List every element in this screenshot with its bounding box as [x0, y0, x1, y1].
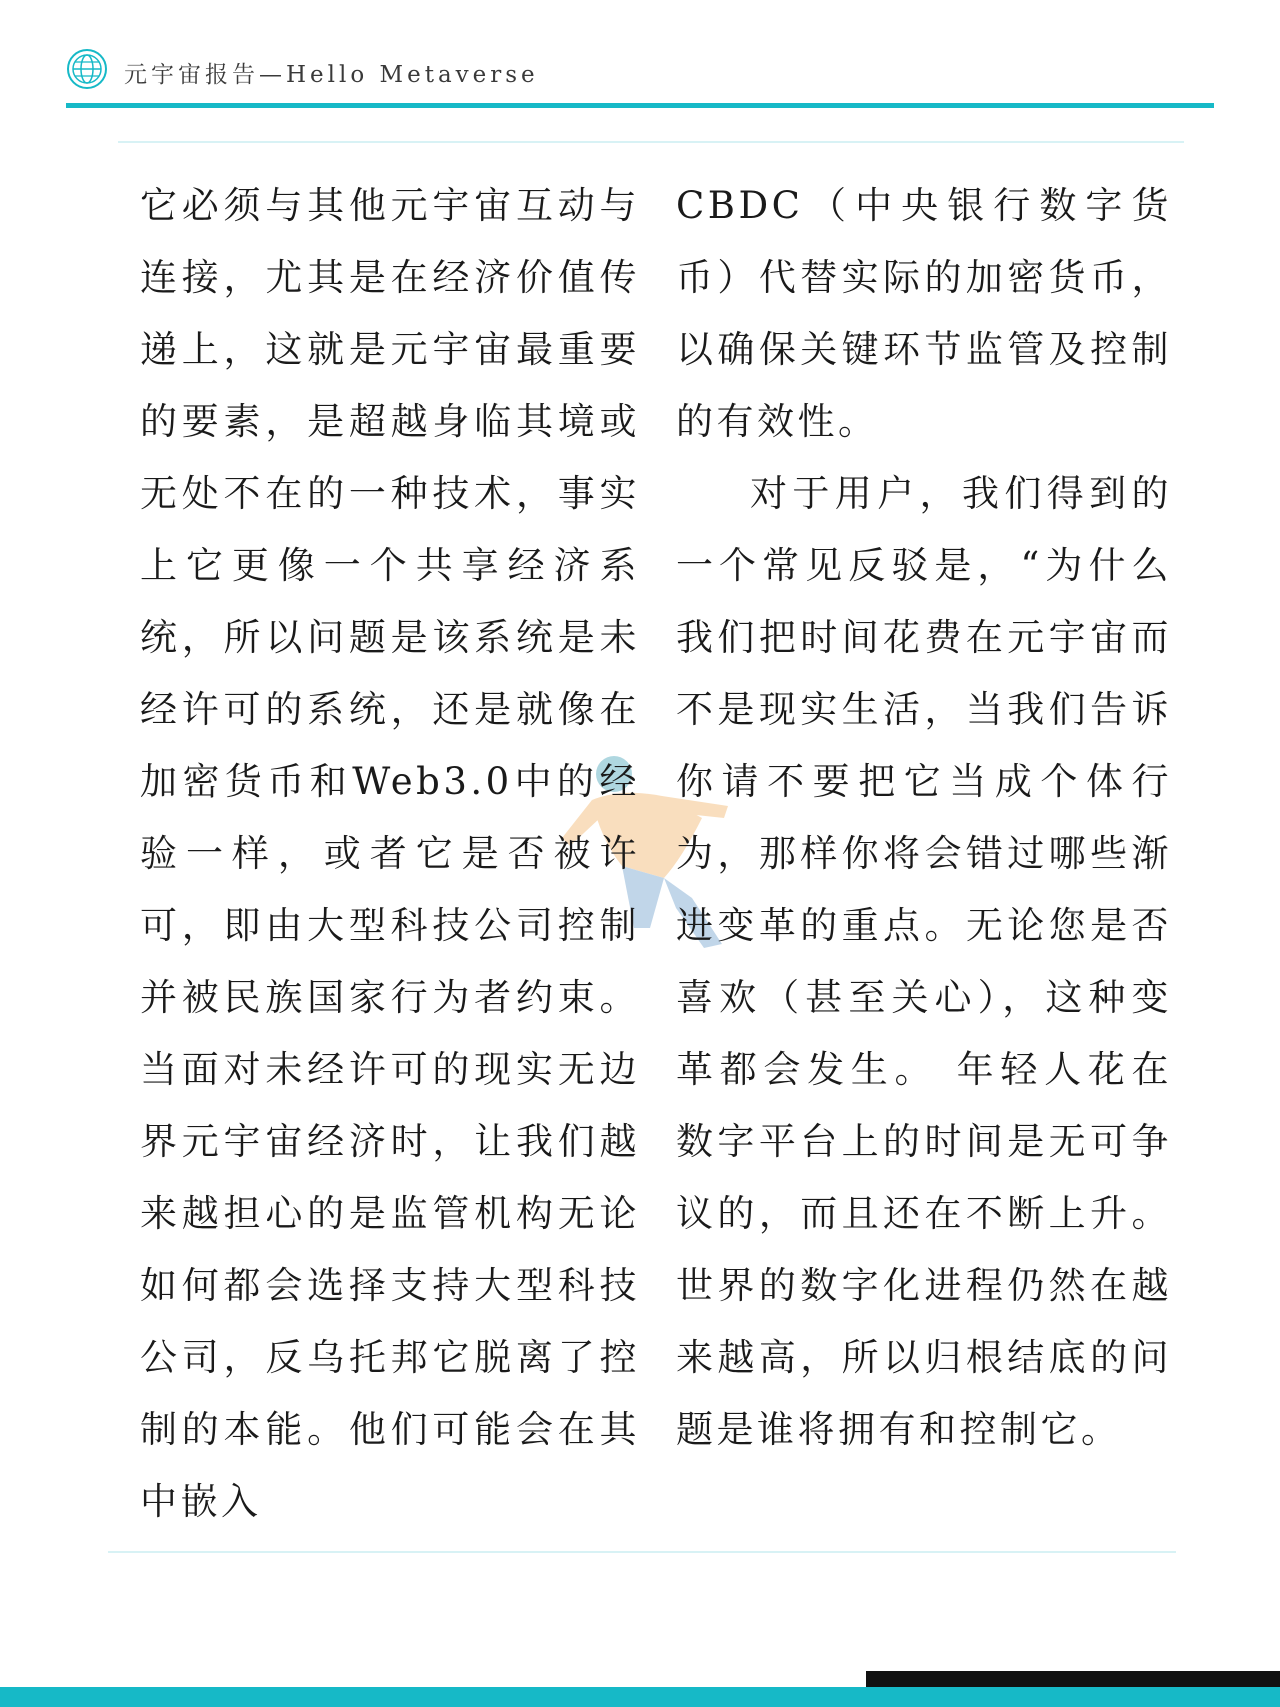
page-header [0, 0, 1280, 112]
header-divider [66, 103, 1214, 108]
globe-emblem-icon [66, 48, 108, 90]
content-bottom-divider [108, 1551, 1176, 1553]
body-paragraph: CBDC（中央银行数字货币）代替实际的加密货币，以确保关键环节监管及控制的有效性。 [676, 184, 1172, 443]
left-text-column [140, 170, 640, 1538]
content-top-divider [118, 141, 1184, 143]
footer-dark-strip [866, 1671, 1280, 1688]
header-title: 元宇宙报告—Hello Metaverse [124, 62, 539, 88]
body-paragraph: 对于用户，我们得到的一个常见反驳是，“为什么我们把时间花费在元宇宙而不是现实生活，当我们告诉你请不要把它当成个体行为，那样你将会错过哪些渐进变革的重点。无论您是否喜欢（甚至关心），这种变革都会发生。 年轻人花在数字平台上的时间是无可争议的，而且还在不断上升。世界的数字化进程仍然在越来越高，所以归根结底的问题是谁将拥有和控制它。 [676, 472, 1172, 1451]
footer-accent-bar [0, 1687, 1280, 1707]
right-text-column [676, 170, 1172, 1466]
body-paragraph: 它必须与其他元宇宙互动与连接，尤其是在经济价值传递上，这就是元宇宙最重要的要素，是超越身临其境或无处不在的一种技术，事实上它更像一个共享经济系统，所以问题是该系统是未经许可的系统，还是就像在 加密货币和Web3.0中的经验一样，或者它是否被许可，即由大型科技公司控制并被民族国家行为者约束。当面对未经许可的现实无边界元宇宙经济时，让我们越来越担心的是监管机构无论如何都会选择支持大型科技公司，反乌托邦它脱离了控制的本能。他们可能会在其中嵌入 [140, 184, 640, 1523]
